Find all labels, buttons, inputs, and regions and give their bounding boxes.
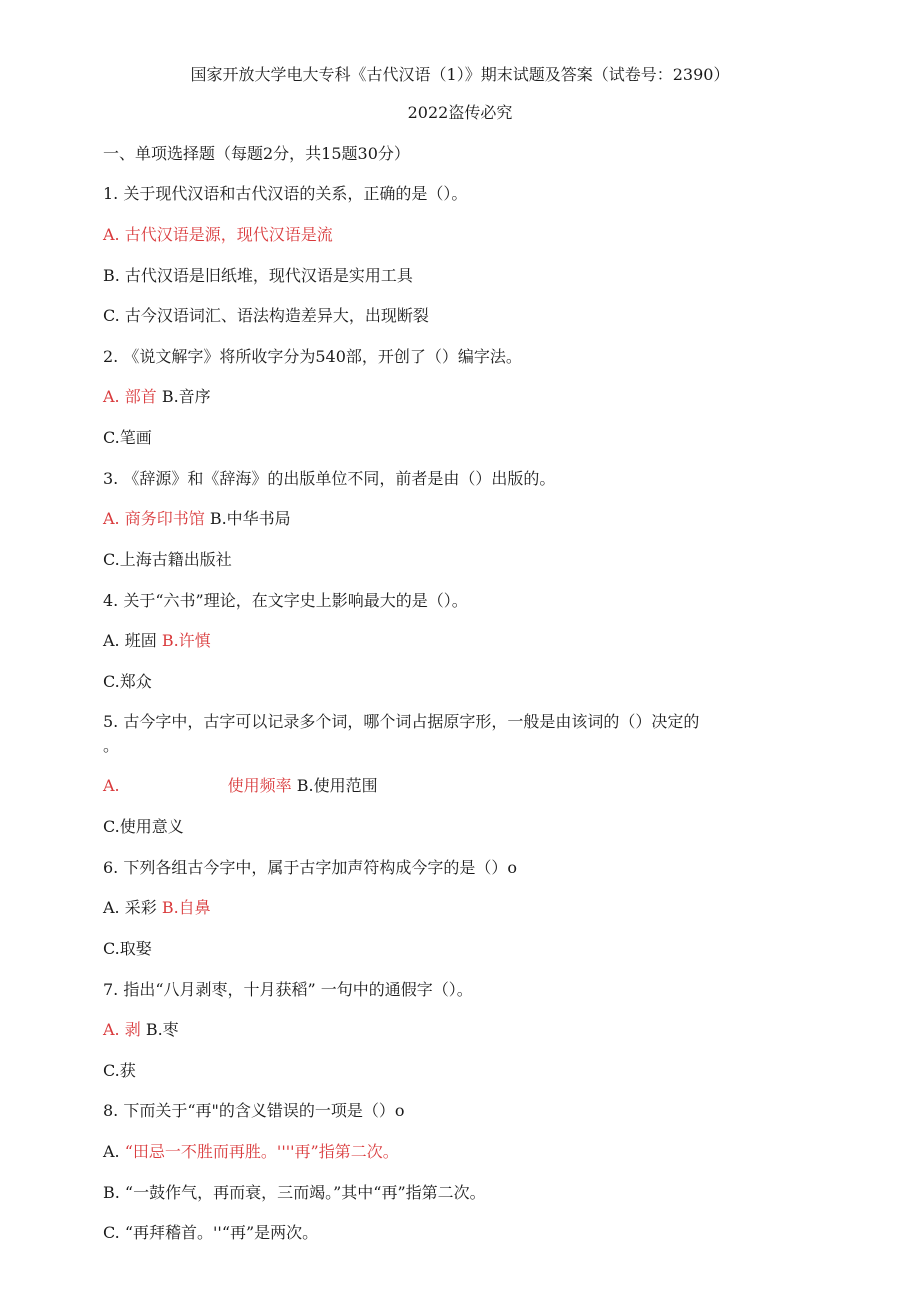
question-1-option-b: B. 古代汉语是旧纸堆，现代汉语是实用工具 [103,266,413,285]
question-6-options-ab [103,897,211,919]
section-heading: 一、单项选择题（每题2分，共15题30分） [103,144,410,163]
question-7-stem: 7. 指出“八月剥枣，十月获稻” 一句中的通假字（）。 [103,980,473,999]
question-3-option-a-prefix: A. [103,509,125,528]
question-3-stem: 3. 《辞源》和《辞海》的出版单位不同，前者是由（）出版的。 [103,469,556,488]
question-1-answer: 古代汉语是源，现代汉语是流 [124,225,333,244]
question-5-answer: 使用频率 [227,776,292,795]
question-5-option-c: C.使用意义 [103,817,184,836]
question-1-option-a-prefix: A. [103,225,125,244]
question-5-stem: 5. 古今字中，古字可以记录多个词，哪个词占据原字形，一般是由该词的（）决定的 [103,712,700,731]
question-7-options-ab [103,1019,179,1041]
page-subtitle: 2022盗传必究 [407,103,513,122]
question-6-option-c: C.取娶 [103,939,152,958]
question-2-answer: 部首 [124,387,157,406]
question-4-option-a: A. 班固 [103,631,162,650]
question-3-option-c: C.上海古籍出版社 [103,550,232,569]
question-7-option-a-prefix: A. [103,1020,125,1039]
question-4-stem: 4. 关于“六书”理论，在文字史上影响最大的是（）。 [103,591,468,610]
question-5-stem-tail: 。 [103,736,120,755]
question-4-options-ab [103,630,211,652]
question-7-answer: 剥 [124,1020,141,1039]
question-3-option-b: B.中华书局 [204,509,291,528]
question-8-option-a [103,1141,399,1163]
question-2-option-c: C.笔画 [103,428,152,447]
question-2-option-a-prefix: A. [103,387,125,406]
question-3-answer: 商务印书馆 [124,509,205,528]
question-1-stem: 1. 关于现代汉语和古代汉语的关系，正确的是（）。 [103,184,468,203]
question-2-option-b: B.音序 [156,387,211,406]
question-2-options-ab [103,386,211,408]
question-7-option-c: C.获 [103,1061,136,1080]
question-8-answer: “田忌一不胜而再胜。''''再”指第二次。 [124,1142,399,1161]
question-8-option-a-prefix: A. [103,1142,125,1161]
question-5-option-a-prefix: A. [103,776,120,795]
question-4-option-c: C.郑众 [103,672,152,691]
question-6-stem: 6. 下列各组古今字中，属于古字加声符构成今字的是（）o [103,858,517,877]
question-8-option-c: C. “再拜稽首。''“再”是两次。 [103,1223,319,1242]
question-8-stem: 8. 下而关于“再"的含义错误的一项是（）o [103,1101,405,1120]
page-title: 国家开放大学电大专科《古代汉语（1）》期末试题及答案（试卷号：2390） [190,65,730,84]
question-2-stem: 2. 《说文解字》将所收字分为540部，开创了（）编字法。 [103,347,522,366]
question-1-option-c: C. 古今汉语词汇、语法构造差异大，出现断裂 [103,306,429,325]
question-6-option-a: A. 采彩 [103,898,162,917]
question-3-options-ab [103,508,291,530]
question-4-answer: B.许慎 [161,631,211,650]
question-6-answer: B.自鼻 [161,898,211,917]
question-1-option-a [103,224,333,246]
question-7-option-b: B.枣 [140,1020,179,1039]
question-5-option-b: B.使用范围 [291,776,378,795]
question-8-option-b: B. “一鼓作气，再而衰，三而竭。”其中“再”指第二次。 [103,1183,486,1202]
question-5-options-ab [103,775,378,797]
